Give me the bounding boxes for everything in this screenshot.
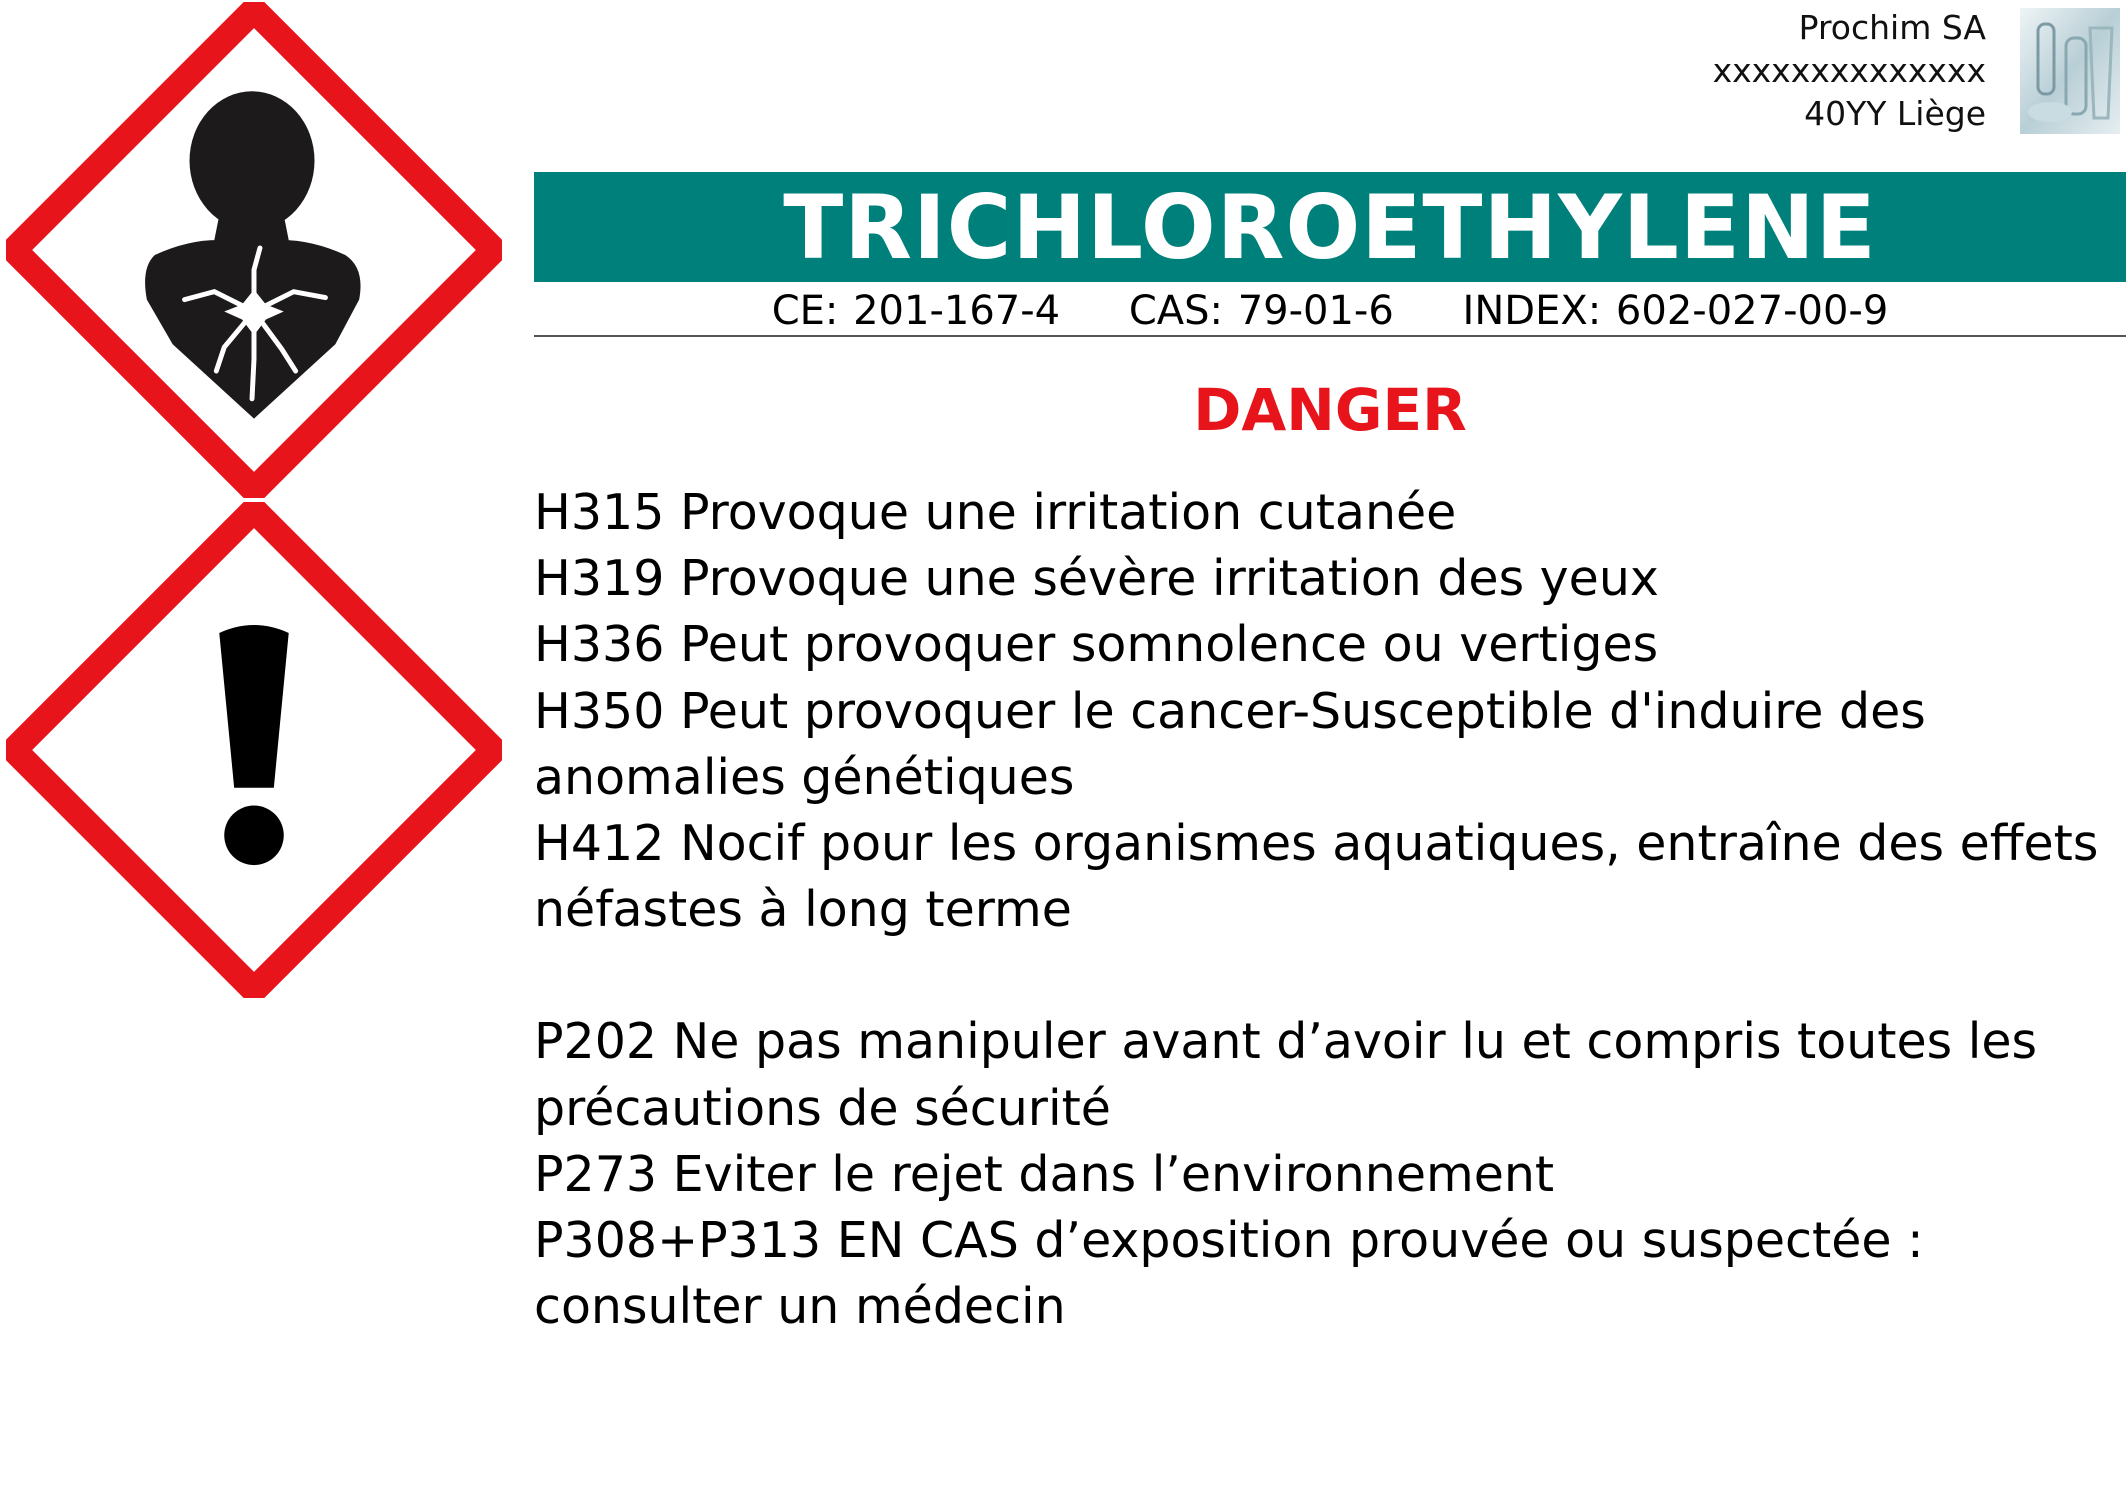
ce-number: CE: 201-167-4 bbox=[771, 288, 1061, 334]
statement-spacer bbox=[534, 943, 2124, 1009]
exclamation-mark-icon bbox=[6, 502, 502, 998]
company-name: Prochim SA bbox=[1798, 8, 1986, 47]
hazard-statement: H336 Peut provoquer somnolence ou vertiges bbox=[534, 616, 1659, 674]
hazard-statements bbox=[534, 480, 2124, 943]
signal-word: DANGER bbox=[1193, 376, 1467, 444]
company-address: xxxxxxxxxxxxxx bbox=[1712, 51, 1986, 90]
precautionary-statement: P273 Eviter le rejet dans l’environnement bbox=[534, 1145, 1555, 1203]
precautionary-statement: P202 Ne pas manipuler avant d’avoir lu et compris toutes les précautions de sécurité bbox=[534, 1013, 2038, 1137]
health-hazard-icon bbox=[6, 2, 502, 498]
product-title: TRICHLOROETHYLENE bbox=[534, 172, 2126, 282]
product-identifiers bbox=[534, 285, 2126, 337]
company-logo bbox=[2020, 8, 2120, 134]
precautionary-statements bbox=[534, 1009, 2124, 1340]
precautionary-statement: P308+P313 EN CAS d’exposition prouvée ou suspectée : consulter un médecin bbox=[534, 1212, 1924, 1336]
hazard-statement: H319 Provoque une sévère irritation des yeux bbox=[534, 550, 1659, 608]
index-number: INDEX: 602-027-00-9 bbox=[1462, 288, 1889, 334]
cas-number: CAS: 79-01-6 bbox=[1128, 288, 1394, 334]
hazard-statement: H350 Peut provoquer le cancer-Susceptible d'induire des anomalies génétiques bbox=[534, 682, 1926, 806]
hazard-statement: H412 Nocif pour les organismes aquatiques, entraîne des effets néfastes à long terme bbox=[534, 815, 2099, 939]
hazard-statement: H315 Provoque une irritation cutanée bbox=[534, 484, 1457, 541]
company-block bbox=[1713, 6, 1986, 135]
company-city: 40YY Liège bbox=[1804, 94, 1986, 133]
statements-block bbox=[534, 480, 2124, 1340]
